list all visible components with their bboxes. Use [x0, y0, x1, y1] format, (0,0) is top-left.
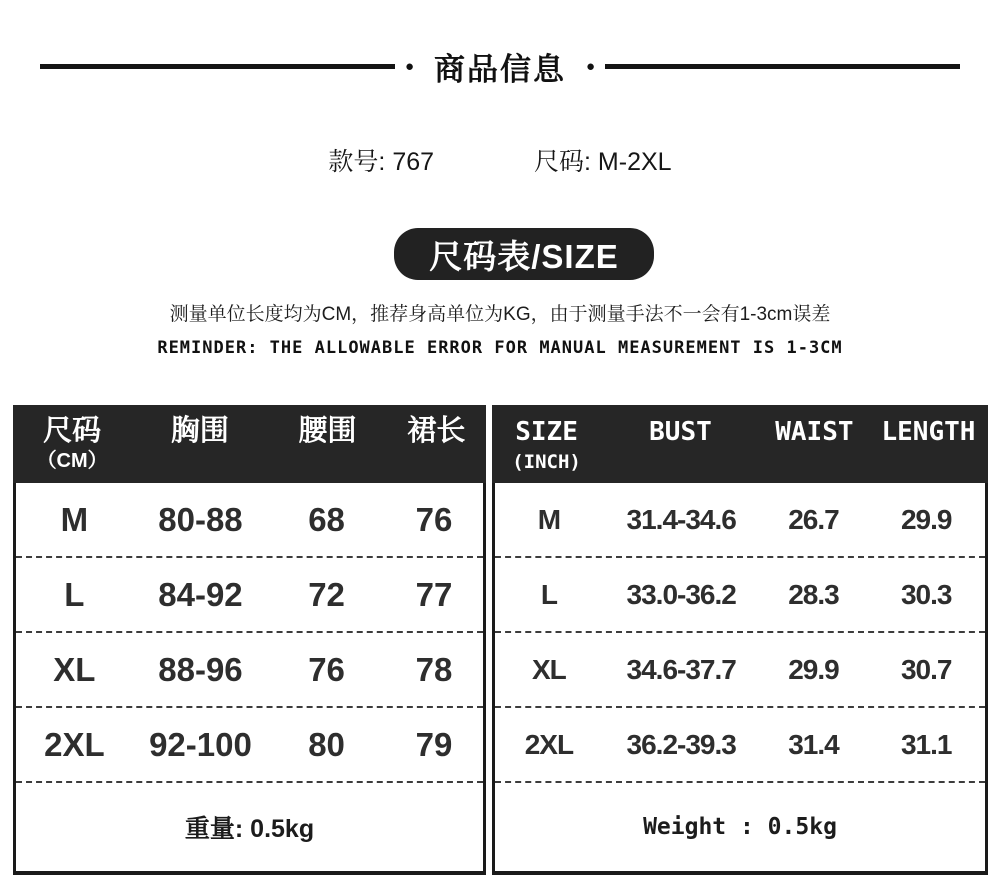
cell-bust: 92-100 [149, 725, 252, 763]
table-row [16, 558, 483, 633]
cell-bust: 31.4-34.6 [626, 503, 736, 535]
inch-weight-footer: Weight : 0.5kg [643, 814, 837, 840]
cell-length: 77 [415, 575, 453, 613]
cell-bust: 80-88 [158, 500, 243, 538]
table-row [495, 708, 985, 783]
cell-waist: 28.3 [788, 578, 839, 610]
cell-length: 31.1 [900, 728, 952, 760]
divider-line-right [605, 64, 960, 69]
cell-waist: 72 [308, 575, 345, 613]
size-tables [13, 405, 988, 875]
cell-length: 76 [415, 500, 453, 538]
cell-waist: 26.7 [788, 503, 839, 535]
product-info-row [0, 142, 1000, 178]
cm-table-header [13, 405, 486, 483]
cell-waist: 68 [308, 500, 345, 538]
size-chart-banner: 尺码表/SIZE [394, 228, 654, 280]
cell-size: M [537, 503, 561, 535]
cell-bust: 84-92 [158, 575, 243, 613]
table-row [16, 633, 483, 708]
cell-size: L [64, 575, 85, 613]
cm-header-size: 尺码 （CM） [36, 415, 108, 472]
cell-waist: 29.9 [788, 653, 839, 685]
cell-length: 29.9 [900, 503, 952, 535]
cm-header-length: 裙长 [407, 415, 466, 447]
cell-bust: 33.0-36.2 [626, 578, 736, 610]
size-table-cm [13, 405, 486, 875]
section-title-divider [40, 46, 960, 86]
inch-header-waist: WAIST [775, 417, 854, 447]
table-row [16, 708, 483, 783]
cell-bust: 36.2-39.3 [626, 728, 736, 760]
cell-length: 30.3 [900, 578, 952, 610]
cell-waist: 76 [308, 650, 345, 688]
measurement-note-cn: 测量单位长度均为CM，推荐身高单位为KG，由于测量手法不一会有1-3cm误差 [169, 304, 831, 325]
table-row [495, 558, 985, 633]
cell-waist: 80 [308, 725, 345, 763]
cm-weight-footer: 重量: 0.5kg [184, 815, 315, 843]
size-table-inch [492, 405, 988, 875]
cell-size: 2XL [44, 725, 105, 763]
table-row [16, 483, 483, 558]
bullet-icon: ● [404, 57, 414, 75]
divider-line-left [40, 64, 395, 69]
cm-header-bust: 胸围 [170, 415, 229, 447]
size-range: 尺码: M-2XL [534, 148, 672, 176]
cell-waist: 31.4 [788, 728, 839, 760]
cell-size: M [60, 500, 89, 538]
page-title: 商品信息 [434, 51, 566, 87]
cell-length: 30.7 [900, 653, 952, 685]
cell-size: XL [532, 653, 566, 685]
inch-table-header [492, 405, 988, 483]
cell-size: L [540, 578, 557, 610]
inch-header-bust: BUST [649, 417, 712, 447]
inch-header-length: LENGTH [881, 417, 976, 447]
table-row [495, 633, 985, 708]
cell-size: XL [53, 650, 96, 688]
inch-header-size: SIZE (INCH) [512, 417, 581, 473]
cell-bust: 34.6-37.7 [626, 653, 736, 685]
cell-length: 78 [415, 650, 453, 688]
cell-size: 2XL [524, 728, 574, 760]
cm-header-waist: 腰围 [298, 415, 357, 447]
bullet-icon: ● [586, 57, 596, 75]
style-number: 款号: 767 [328, 148, 435, 176]
measurement-note-en: REMINDER: THE ALLOWABLE ERROR FOR MANUAL MEASUREMENT IS 1-3CM [157, 338, 843, 358]
cell-bust: 88-96 [158, 650, 243, 688]
table-row [495, 483, 985, 558]
cell-length: 79 [415, 725, 453, 763]
